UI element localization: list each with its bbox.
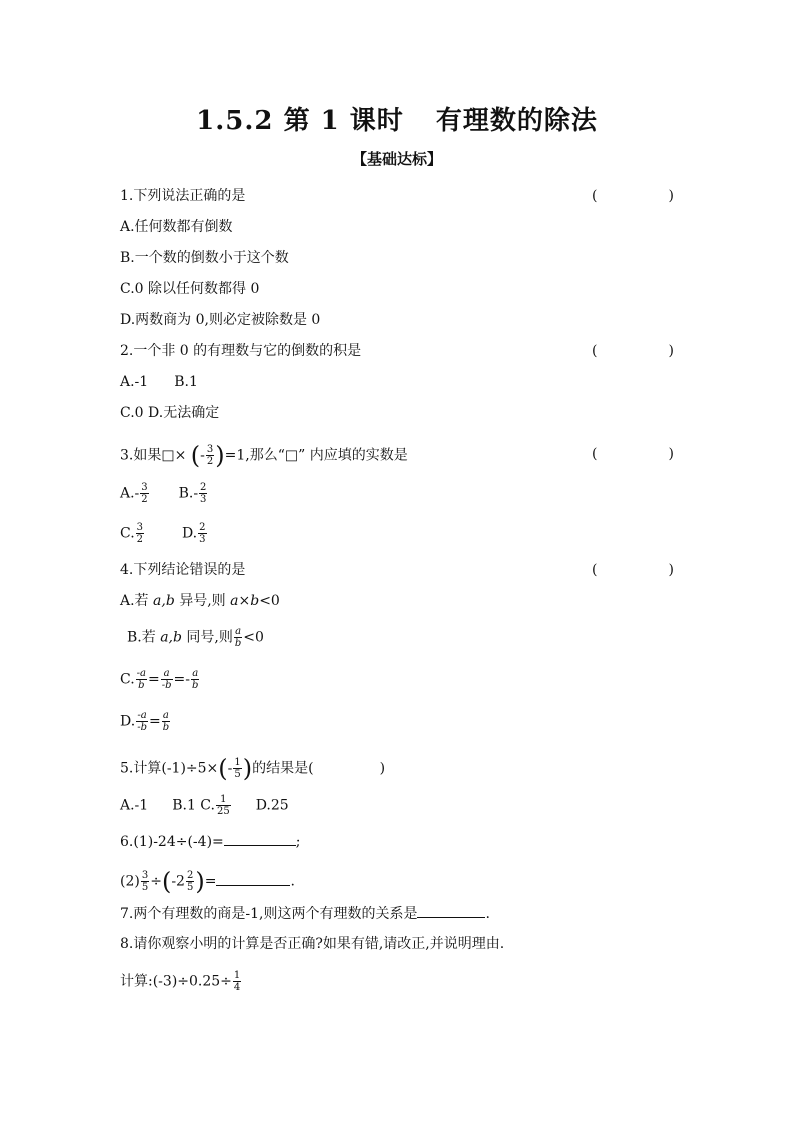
question-3-options-cd: C. $\frac{3}{2}$ D. $\frac{2}{3}$ [120, 522, 206, 545]
fraction: $\frac{3}{2}$ [206, 444, 214, 467]
question-1-option-b: B.一个数的倒数小于这个数 [120, 250, 289, 266]
question-1-option-d: D.两数商为 0,则必定被除数是 0 [120, 312, 321, 328]
question-6-part-1: 6.(1)-24÷(-4)= ; [120, 831, 300, 852]
question-2-options-cd: C.0 D.无法确定 [120, 405, 220, 421]
question-1-option-a: A.任何数都有倒数 [120, 219, 233, 235]
section-heading: 【基础达标】 [351, 150, 442, 168]
question-4-option-a: A.若 a,b 异号,则 a×b<0 [120, 593, 280, 609]
question-3-options-ab: A.- $\frac{3}{2}$ B.- $\frac{2}{3}$ [120, 482, 207, 505]
question-5-options: A.-1 B.1 C. $\frac{1}{25}$ D.25 [120, 794, 289, 817]
question-7-stem: 7.两个有理数的商是-1,则这两个有理数的关系是 . [120, 903, 490, 924]
question-6-part-2: (2) $\frac{3}{5}$ ÷(-2 $\frac{2}{5}$ )= . [120, 867, 295, 896]
question-2-option-b: B.1 [174, 374, 198, 390]
question-2-option-a: A.-1 [120, 374, 149, 390]
question-2-stem: 2.一个非 0 的有理数与它的倒数的积是 [120, 343, 362, 359]
answer-blank[interactable] [216, 871, 290, 886]
question-1-stem: 1.下列说法正确的是 [120, 188, 246, 204]
question-4-option-d: D. $\frac{-a}{-b}$ = $\frac{a}{b}$ [120, 710, 170, 733]
question-3-stem: 3.如果□× (- $\frac{3}{2}$ )=1,那么“□” 内应填的实数是 [120, 441, 408, 470]
question-8-stem: 8.请你观察小明的计算是否正确?如果有错,请改正,并说明理由. [120, 936, 505, 952]
question-4-option-b: B.若 a,b 同号,则 $\frac{a}{b}$ <0 [127, 626, 264, 649]
empty-box-symbol: □ [161, 447, 175, 464]
answer-parentheses-5: ) [379, 760, 386, 777]
question-8-calculation: 计算:(-3)÷0.25÷ $\frac{1}{4}$ [120, 970, 241, 993]
worksheet-page: 1.5.2 第 1 课时 有理数的除法 【基础达标】 1.下列说法正确的是 ( ) A.任何数都有倒数 B.一个数的倒数小于这个数 C.0 除以任何数都得 0 D.两数商为 0,则必定被除数是 0 2.一个非 0 的有理数与它的倒数的积是 ( ) A.-1 B.1 C.0 D.无法确定 3.如果□× (- $\frac{3}{2}$ )=1,那么“□” 内应填的实数是 ( ) A.- $\frac{3}{2}$ B.- $\frac{2}{3}$ C. $\frac{3}{2}$ D. $\frac{2}{3}$ 4.下列结论错误的是 ( ) A.若 a,b 异号,则 a×b<0 B.若 a,b 同号,则 $\frac{a}{b}$ <0 C. $\frac{-a}{b}$ = $\frac{a}{-b}$ =- $\frac{a}{b}$ D. $\frac{-a}{-b}$ = $\frac{a}{b}$ 5.计算(-1)÷5×(- $\frac{1}{5}$ )的结果是( ) A.-1 B.1 C. $\frac{1}{25}$ D.25 6.(1)-24÷(-4)= ; (2) $\frac{3}{5}$ ÷(-2 $\frac{2}{5}$ )= . 7.两个有理数的商是-1,则这两个有理数的关系是 . 8.请你观察小明的计算是否正确?如果有错,请改正,并说明理由. 计算:(-3)÷0.25÷ $\frac{1}{4}$ [0, 0, 794, 1123]
question-4-stem: 4.下列结论错误的是 [120, 562, 246, 578]
answer-blank[interactable] [417, 903, 485, 918]
answer-blank[interactable] [224, 831, 296, 846]
page-title: 1.5.2 第 1 课时 有理数的除法 [196, 106, 598, 136]
question-4-option-c: C. $\frac{-a}{b}$ = $\frac{a}{-b}$ =- $\frac{a}{b}$ [120, 668, 199, 691]
question-5-stem: 5.计算(-1)÷5×(- $\frac{1}{5}$ )的结果是( ) [120, 754, 386, 783]
question-1-option-c: C.0 除以任何数都得 0 [120, 281, 260, 297]
question-2-options-ab [120, 372, 198, 392]
